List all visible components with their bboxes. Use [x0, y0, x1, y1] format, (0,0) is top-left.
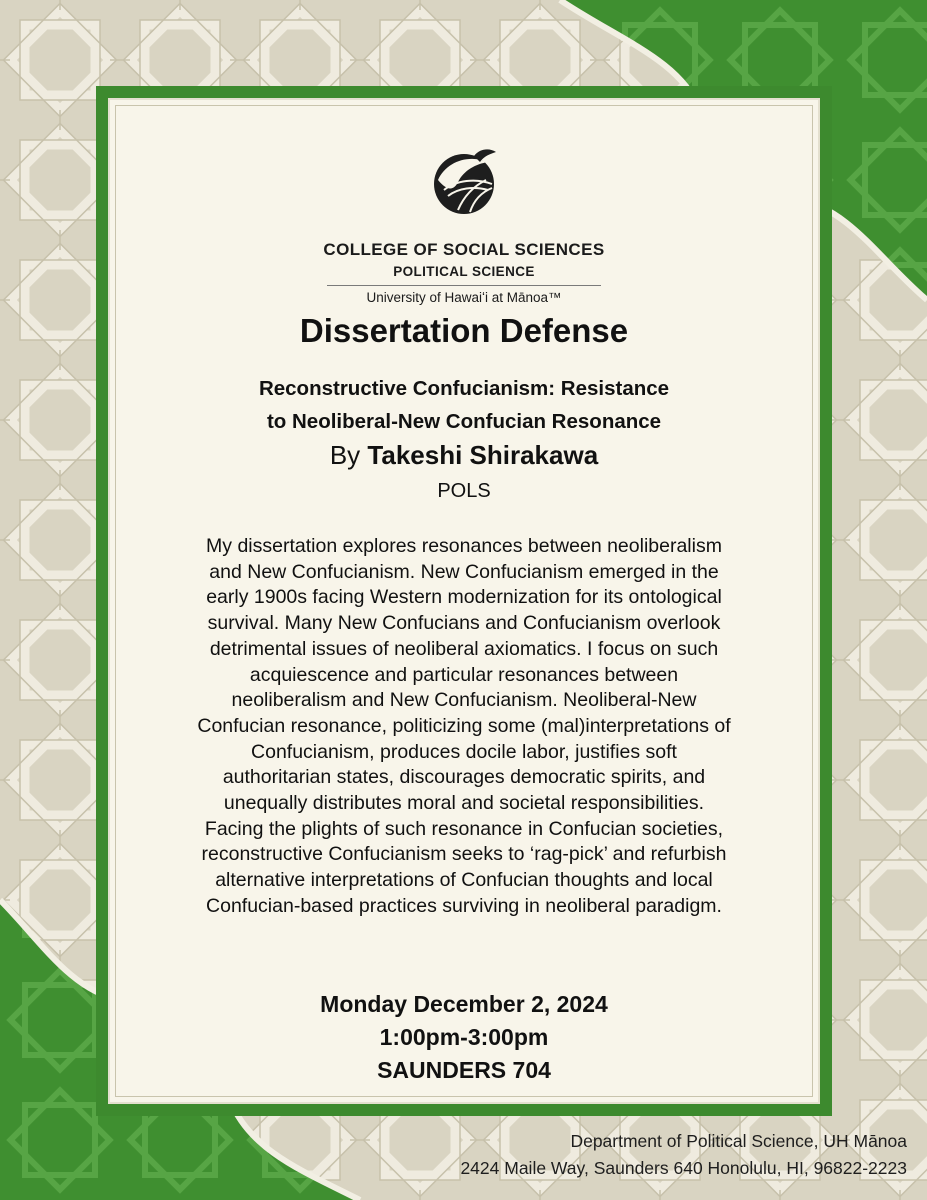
abstract-line: Confucianism, produces docile labor, justifies soft	[251, 740, 677, 763]
dissertation-title	[110, 372, 818, 438]
college-name: COLLEGE OF SOCIAL SCIENCES	[323, 240, 605, 259]
flyer-card	[96, 86, 832, 1116]
event-details	[110, 988, 818, 1087]
abstract-line: Confucian-based practices surviving in neoliberal paradigm.	[206, 894, 722, 917]
logo-divider	[327, 285, 601, 286]
abstract-line: detrimental issues of neoliberal axiomatics. I focus on such	[209, 637, 719, 660]
abstract-line: survival. Many New Confucians and Confucianism overlook	[207, 612, 721, 635]
by-prefix: By	[329, 440, 361, 470]
abstract-line: Confucian resonance, politicizing some (mal)interpretations of	[197, 714, 731, 737]
college-logo	[110, 140, 818, 305]
abstract-line: acquiescence and particular resonances between	[249, 663, 679, 686]
abstract-line: alternative interpretations of Confucian thoughts and local	[215, 869, 713, 892]
footer-street-address: 2424 Maile Way, Saunders 640 Honolulu, HI, 96822-2223	[460, 1158, 907, 1178]
abstract-line: unequally distributes moral and societal responsibilities.	[223, 792, 705, 815]
event-date: Monday December 2, 2024	[320, 991, 608, 1017]
flyer-content	[108, 98, 820, 1104]
abstract-line: reconstructive Confucianism seeks to ‘rag-pick’ and refurbish	[201, 843, 727, 866]
university-name: University of Hawaiʻi at Mānoa™	[366, 290, 562, 305]
event-time: 1:00pm-3:00pm	[379, 1024, 549, 1050]
abstract-line: authoritarian states, discourages democratic spirits, and	[222, 766, 706, 789]
department-name: POLITICAL SCIENCE	[393, 264, 535, 279]
presenter-byline	[110, 440, 818, 471]
footer-department: Department of Political Science, UH Mānoa	[570, 1131, 907, 1151]
uh-manoa-seal-icon	[424, 140, 504, 220]
abstract-line: neoliberalism and New Confucianism. Neoliberal-New	[231, 689, 697, 712]
presenter-name: Takeshi Shirakawa	[367, 440, 599, 470]
abstract-text	[140, 534, 788, 920]
dissertation-title-line-1: Reconstructive Confucianism: Resistance	[258, 377, 670, 400]
abstract-line: and New Confucianism. New Confucianism emerged in the	[209, 560, 719, 583]
department-address	[460, 1128, 907, 1182]
abstract-line: Facing the plights of such resonance in Confucian societies,	[204, 817, 724, 840]
dissertation-title-line-2: to Neoliberal-New Confucian Resonance	[266, 410, 662, 433]
event-heading: Dissertation Defense	[299, 312, 629, 349]
abstract-line: early 1900s facing Western modernization for its ontological	[206, 586, 722, 609]
abstract-line: My dissertation explores resonances between neoliberalism	[206, 535, 722, 557]
program-code: POLS	[437, 480, 491, 502]
event-location: SAUNDERS 704	[377, 1057, 551, 1083]
